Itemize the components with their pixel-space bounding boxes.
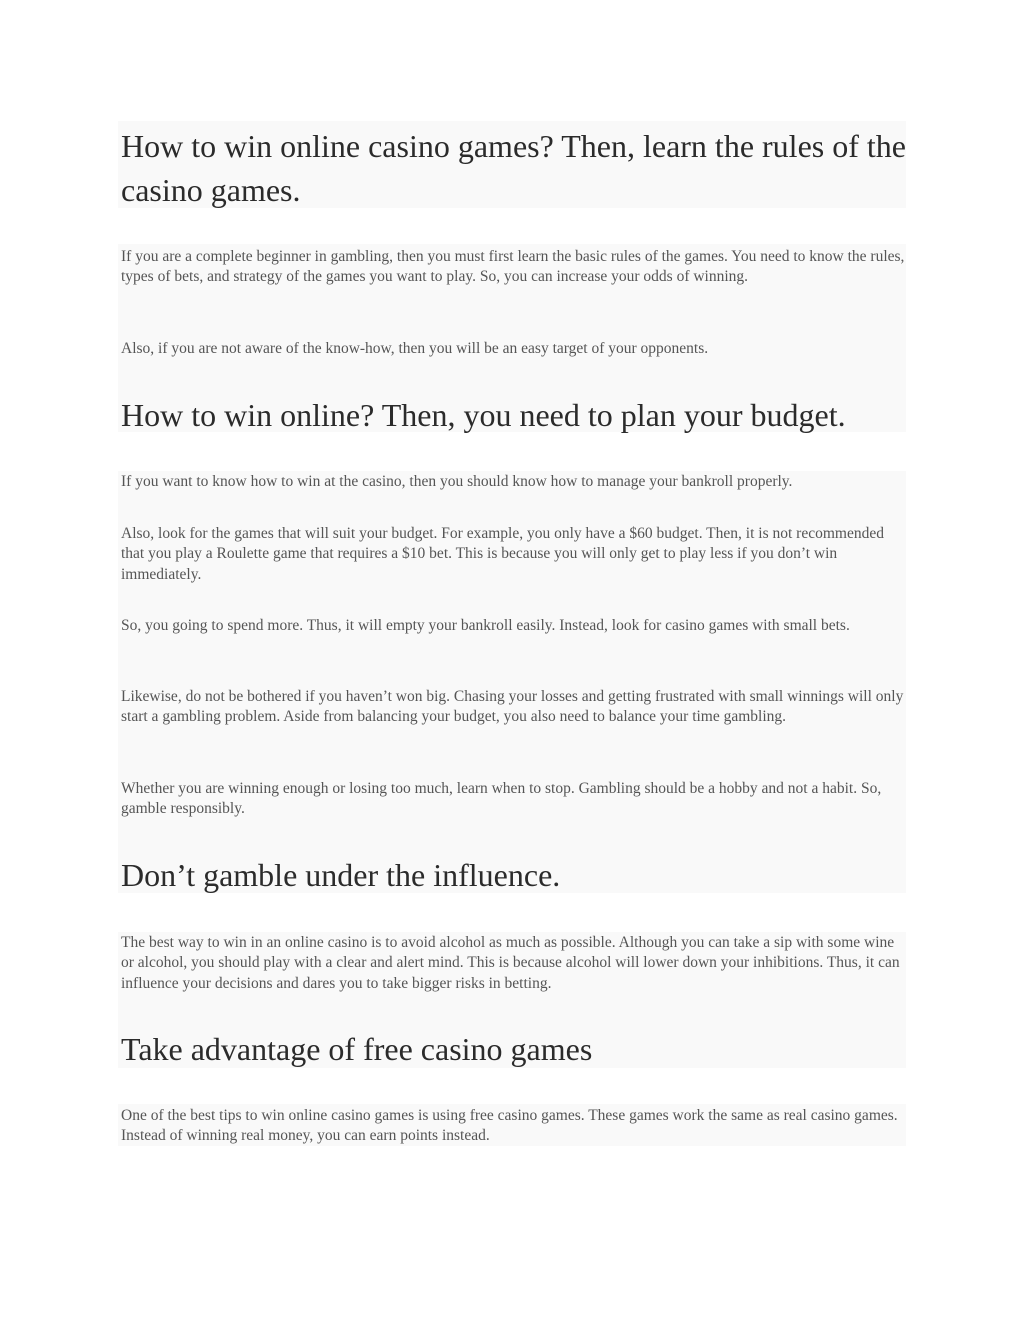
paragraph: Likewise, do not be bothered if you haven’t won big. Chasing your losses and getting frustrated with small winnings will only start a gambling problem. Aside from balancing your budget, you also need to balance your time gambling.	[121, 688, 904, 726]
paragraph: One of the best tips to win online casino games is using free casino games. These games work the same as real casino games. Instead of winning real money, you can earn points instead.	[121, 1107, 898, 1145]
paragraph: If you are a complete beginner in gambling, then you must first learn the basic rules of the games. You need to know the rules, types of bets, and strategy of the games you want to play. So, you can increase your odds of winning.	[121, 248, 905, 286]
section-heading: How to win online? Then, you need to plan your budget.	[121, 397, 846, 433]
paragraph: Also, if you are not aware of the know-how, then you will be an easy target of your opponents.	[121, 340, 709, 357]
section-heading: How to win online casino games? Then, learn the rules of the casino games.	[121, 128, 906, 208]
paragraph: So, you going to spend more. Thus, it will empty your bankroll easily. Instead, look for casino games with small bets.	[121, 617, 850, 634]
paragraph: Also, look for the games that will suit your budget. For example, you only have a $60 budget. Then, it is not recommended that you play a Roulette game that requires a $10 bet. This is because you will only get to play less if you don’t win immediately.	[121, 525, 884, 583]
section-heading: Take advantage of free casino games	[121, 1031, 593, 1067]
paragraph: The best way to win in an online casino is to avoid alcohol as much as possible. Although you can take a sip with some wine or alcohol, you should play with a clear and alert mind. This is because alcohol will lower down your inhibitions. Thus, it can influence your decisions and dares you to take bigger risks in betting.	[121, 934, 900, 992]
paragraph: If you want to know how to win at the casino, then you should know how to manage your bankroll properly.	[121, 473, 793, 490]
paragraph: Whether you are winning enough or losing too much, learn when to stop. Gambling should be a hobby and not a habit. So, gamble responsibly.	[121, 780, 882, 818]
section-heading: Don’t gamble under the influence.	[121, 857, 561, 893]
